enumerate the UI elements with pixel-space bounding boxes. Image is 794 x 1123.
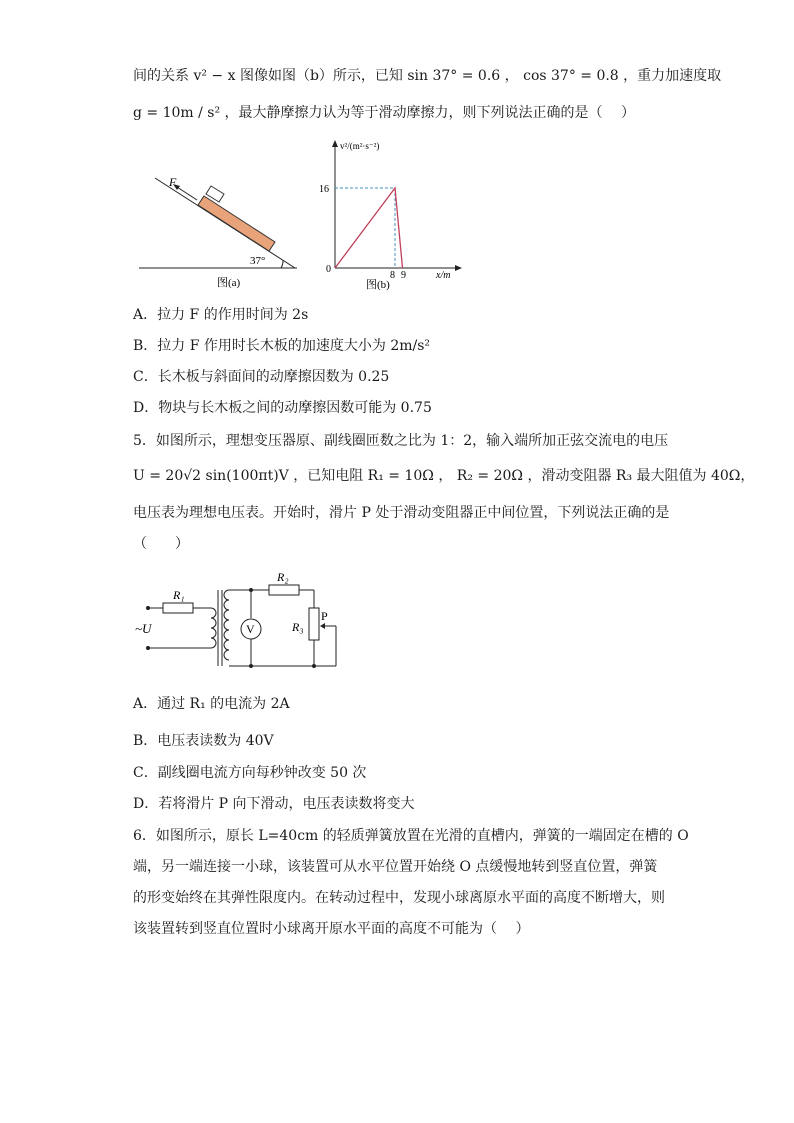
q6-stem-line2: 端，另一端连接一小球，该装置可从水平位置开始绕 O 点缓慢地转到竖直位置，弹簧 (133, 859, 658, 875)
x-axis-label: x/m (436, 270, 451, 281)
q4-option-d: D．物块与长木板之间的动摩擦因数可能为 0.75 (133, 400, 432, 416)
q4-option-c: C．长木板与斜面间的动摩擦因数为 0.25 (133, 369, 390, 385)
r2-label: R₂ (277, 570, 289, 584)
y-tick-16: 16 (319, 184, 329, 195)
q4-option-b: B．拉力 F 作用时长木板的加速度大小为 2m/s² (133, 338, 431, 354)
q6-stem-line4: 该装置转到竖直位置时小球离开原水平面的高度不可能为（ ） (133, 921, 530, 937)
angle-label: 37° (250, 255, 266, 267)
figure-a (133, 168, 303, 294)
r3-label: R₃ (292, 620, 304, 634)
q5-stem-line1: 5．如图所示，理想变压器原、副线圈匝数之比为 1：2，输入端所加正弦交流电的电压 (133, 433, 669, 449)
q5-stem-line2: U = 20√2 sin(100πt)V ，已知电阻 R₁ = 10Ω ， R₂ = 20Ω ，滑动变阻器 R₃ 最大阻值为 40Ω， (133, 468, 755, 484)
q5-option-b: B．电压表读数为 40V (133, 733, 274, 749)
q5-stem-line4: （ ） (133, 536, 189, 552)
circuit-diagram (133, 568, 353, 672)
q4-stem-line2: g = 10m / s² ，最大静摩擦力认为等于滑动摩擦力，则下列说法正确的是（ ） (133, 105, 635, 121)
q5-option-d: D．若将滑片 P 向下滑动，电压表读数将变大 (133, 796, 415, 812)
q5-option-c: C．副线圈电流方向每秒钟改变 50 次 (133, 765, 367, 781)
q4-option-a: A．拉力 F 的作用时间为 2s (133, 307, 309, 323)
resistor-r1 (163, 603, 193, 613)
figure-b-chart (318, 136, 468, 294)
r1-label: R₁ (173, 588, 185, 602)
q5-stem-line3: 电压表为理想电压表。开始时，滑片 P 处于滑动变阻器正中间位置，下列说法正确的是 (133, 505, 670, 521)
rheostat-r3 (309, 608, 319, 640)
source-label: ~U (135, 621, 152, 636)
q4-stem-line1: 间的关系 v² − x 图像如图（b）所示，已知 sin 37° = 0.6 ， cos 37° = 0.8 ，重力加速度取 (133, 68, 722, 84)
origin-label: 0 (326, 264, 331, 275)
force-label: F (169, 175, 177, 189)
voltmeter-label: V (246, 622, 255, 636)
figure-b-caption: 图(b) (366, 279, 390, 291)
primary-coil (211, 608, 216, 648)
board-shape (198, 196, 275, 251)
x-tick-8: 8 (390, 270, 395, 281)
figure-a-caption: 图(a) (217, 277, 241, 289)
q6-stem-line3: 的形变始终在其弹性限度内。在转动过程中，发现小球离原水平面的高度不断增大，则 (133, 890, 665, 906)
secondary-coil (224, 590, 229, 660)
q5-option-a: A．通过 R₁ 的电流为 2A (133, 696, 290, 712)
y-axis-label: v²/(m²·s⁻²) (340, 141, 380, 151)
q6-stem-line1: 6．如图所示，原长 L=40cm 的轻质弹簧放置在光滑的直槽内，弹簧的一端固定在槽的 O (133, 828, 689, 844)
x-tick-9: 9 (401, 270, 406, 281)
series-line (335, 188, 403, 268)
slider-p-label: P (321, 609, 328, 623)
resistor-r2 (269, 585, 299, 595)
